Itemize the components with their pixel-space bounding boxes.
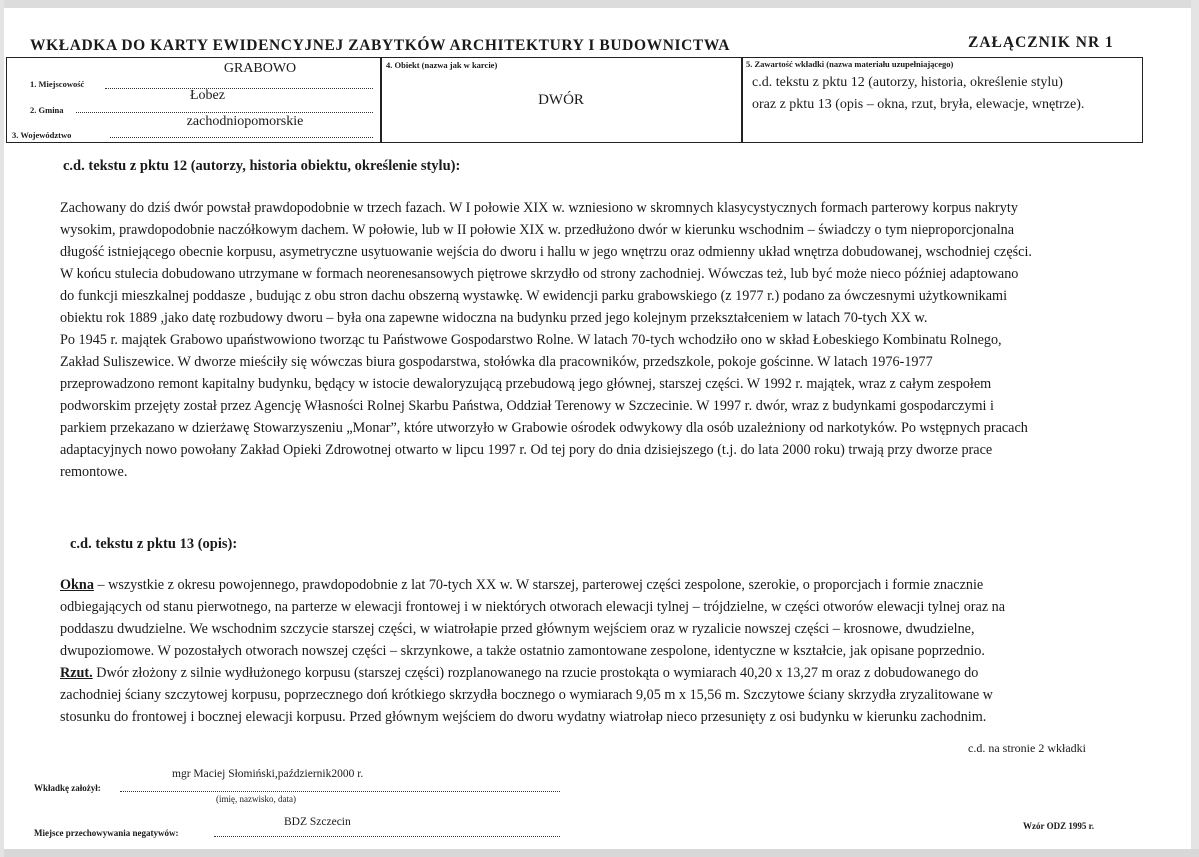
author-hint: (imię, nazwisko, data) [216, 794, 296, 804]
text-line: remontowe. [60, 464, 128, 480]
text-line: parkiem przekazano w dzierżawę Stowarzyszeniu „Monar”, które utworzyło w Grabowie ośrodek odwykowy dla osób uzależniony od narkotyków. Po wstępnych pracach [60, 420, 1028, 436]
section13-body [60, 574, 1133, 728]
text-line: W końcu stulecia dobudowano utrzymane w formach neorenesansowych piętrowe skrzydło od strony zachodniej. Wówczas też, lub być może nieco później adaptowano [60, 266, 1019, 282]
okna-label: Okna [60, 577, 94, 593]
section12-heading: c.d. tekstu z pktu 12 (autorzy, historia obiektu, określenie stylu): [63, 158, 461, 174]
form-reference: Wzór ODZ 1995 r. [1023, 821, 1094, 831]
attachment-number: ZAŁĄCZNIK NR 1 [968, 34, 1114, 51]
object-value: DWÓR [538, 92, 584, 108]
text-line: adaptacyjnych nowo powołany Zakład Opieki Zdrowotnej otwarto w lipcu 1997 r. Od tej pory do dnia dzisiejszego (t.j. do lata 2000 roku) trwają przy dworze prace [60, 442, 993, 458]
scan-edge-bottom [0, 849, 1199, 857]
content-line-2: oraz z pktu 13 (opis – okna, rzut, bryła, elewacje, wnętrze). [752, 97, 1085, 112]
content-line-1: c.d. tekstu z pktu 12 (autorzy, historia, określenie stylu) [752, 75, 1063, 90]
text-line: Po 1945 r. majątek Grabowo upaństwowiono tworząc tu Państwowe Gospodarstwo Rolne. W latach 70-tych wchodziło ono w skład Łobeskiego Kombinatu Rolnego, [60, 332, 1002, 348]
rzut-text: Dwór złożony z silnie wydłużonego korpusu (starszej części) rozplanowanego na rzucie prostokąta o wymiarach 40,20 x 13,27 m oraz z dobudowanego do [92, 665, 979, 681]
section13-heading: c.d. tekstu z pktu 13 (opis): [70, 536, 238, 552]
commune-dotted-line [76, 112, 373, 113]
negatives-dotted-line [214, 836, 560, 837]
okna-text: – wszystkie z okresu powojennego, prawdopodobnie z lat 70-tych XX w. W starszej, parterowej części zespolone, szerokie, o proporcjach i formie znacznie [93, 577, 984, 593]
box-divider-2 [741, 57, 743, 143]
province-value: zachodniopomorskie [186, 114, 304, 129]
text-line: poddaszu dwudzielne. We wschodnim szczycie starszej części, w wiatrołapie przed głównym wejściem oraz w ryzalicie nowszej części – krosnowe, dwudzielne, [60, 621, 975, 637]
text-line: do funkcji mieszkalnej poddasze , budując z obu stron dachu obszerną wystawkę. W ewidencji parku grabowskiego (z 1977 r.) podano za ówczesnymi użytkownikami [60, 288, 1008, 304]
text-line: Zachowany do dziś dwór powstał prawdopodobnie w trzech fazach. W I połowie XIX w. wzniesiono w skromnych klasycystycznych formach parterowy korpus nakryty [60, 200, 1018, 216]
continued-note: c.d. na stronie 2 wkładki [968, 741, 1086, 755]
text-line: stosunku do frontowej i bocznej elewacji korpusu. Przed głównym wejściem do dworu wydatny wiatrołap nieco przesunięty z osi budynku w kierunku zachodnim. [60, 709, 987, 725]
text-line: Zakład Suliszewice. W dworze mieściły się wówczas biura gospodarstwa, stołówka dla pracowników, przedszkole, pokoje gościnne. W latach 1976-1977 [60, 354, 933, 370]
text-line: zachodniej ściany szczytowej korpusu, poprzecznego doń krótkiego skrzydła bocznego o wymiarach 9,05 m x 15,56 m. Szczytowe ściany skrzydła zryzalitowane w [60, 687, 993, 703]
author-dotted-line [120, 791, 560, 792]
text-line: długość istniejącego obecnie korpusu, asymetryczne usytuowanie wejścia do dworu i hallu w jego wnętrzu oraz odmienny układ wnętrza dobudowanej, wschodniej części. [60, 244, 1032, 260]
section12-body [60, 197, 1133, 483]
form-title: WKŁADKA DO KARTY EWIDENCYJNEJ ZABYTKÓW ARCHITEKTURY I BUDOWNICTWA [30, 37, 731, 54]
text-line: obiektu rok 1889 ,jako datę rozbudowy dworu – była ona zapewne widoczna na budynku przed jego kolejnym przekształceniem w latach 70-tych XX w. [60, 310, 928, 326]
province-dotted-line [110, 137, 373, 138]
locality-label: 1. Miejscowość [30, 79, 85, 89]
commune-label: 2. Gmina [30, 105, 64, 115]
text-line [60, 662, 1133, 684]
province-label: 3. Województwo [12, 130, 72, 140]
author-label: Wkładkę założył: [34, 783, 101, 793]
content-label: 5. Zawartość wkładki (nazwa materiału uzupełniającego) [746, 59, 954, 69]
object-label: 4. Obiekt (nazwa jak w karcie) [386, 60, 498, 70]
commune-value: Łobez [190, 88, 225, 103]
text-line: odbiegających od stanu pierwotnego, na parterze w elewacji frontowej i w niektórych otworach elewacji tylnej – trójdzielne, w części otworów elewacji tylnej oraz na [60, 599, 1006, 615]
text-line: wysokim, prawdopodobnie naczółkowym dachem. W połowie, lub w II połowie XIX w. przedłużono dwór w kierunku wschodnim – świadczy o tym nieproporcjonalna [60, 222, 1015, 238]
rzut-label: Rzut. [60, 665, 93, 681]
scan-edge-right [1191, 0, 1199, 857]
text-line: dwupoziomowe. W pozostałych otworach nowszej części – skrzynkowe, a także ostatnio zamontowane zespolone, identyczne w kształcie, jak opisane poprzednio. [60, 643, 985, 659]
text-line [60, 574, 1133, 596]
locality-value: GRABOWO [223, 61, 297, 76]
text-line: podworskim przejęty został przez Agencję Własności Rolnej Skarbu Państwa, Oddział Terenowy w Szczecinie. W 1997 r. dwór, wraz z budynkami gospodarczymi i [60, 398, 994, 414]
negatives-value: BDZ Szczecin [284, 816, 351, 828]
negatives-label: Miejsce przechowywania negatywów: [34, 828, 179, 838]
author-value: mgr Maciej Słomiński,październik2000 r. [172, 768, 364, 780]
text-line: przeprowadzono remont kapitalny budynku, będący w istocie dewaloryzującą przebudową jego głównej, starszej części. W 1992 r. majątek, wraz z całym zespołem [60, 376, 992, 392]
scan-edge-left [0, 0, 4, 857]
scan-edge-top [0, 0, 1199, 8]
